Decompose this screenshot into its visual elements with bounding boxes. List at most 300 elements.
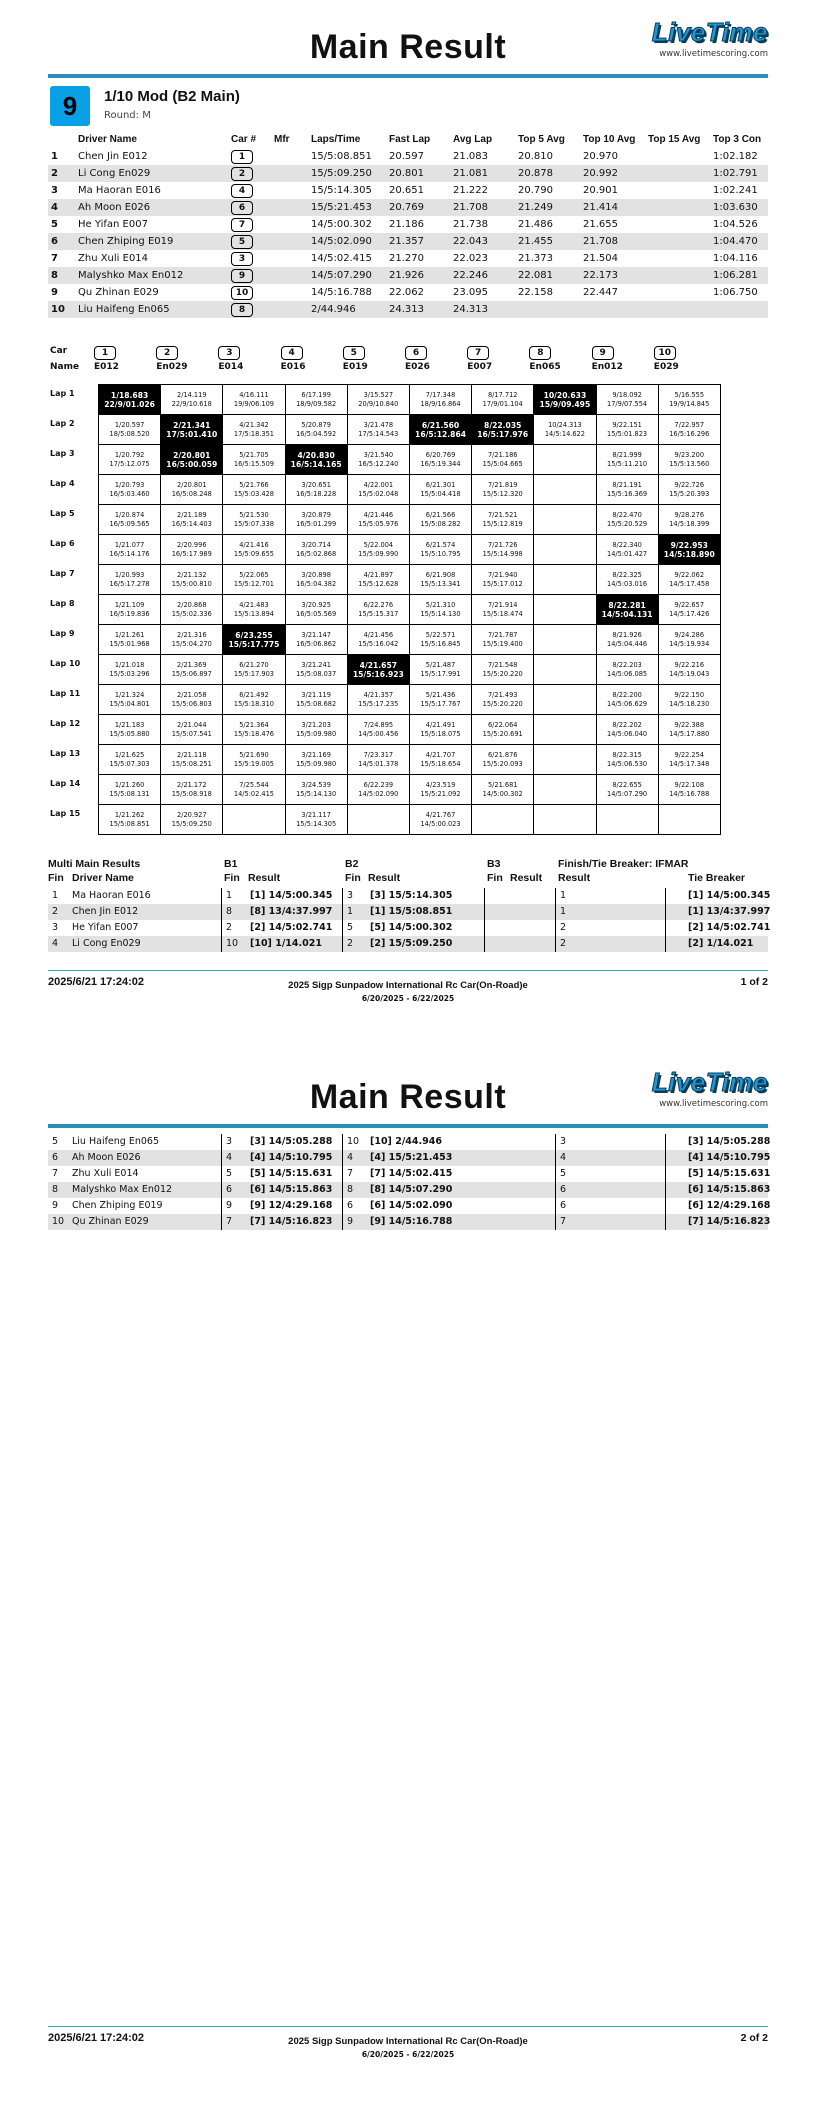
lap-cell-total: 15/5:08.037 [296,669,337,678]
result-driver: Li Cong En029 [75,165,228,182]
heat-class-name: 1/10 Mod (B2 Main) [104,88,240,105]
lap-cell [99,445,161,475]
mm-b1-result: [2] 14/5:02.741 [250,922,333,933]
logo-url: www.livetimescoring.com [659,49,768,59]
mm-driver: He Yifan E007 [72,922,139,933]
lap-cell-position-time: 8/22.200 [612,690,642,699]
lap-cell-position-time: 2/21.341 [173,420,211,430]
lap-cell-total: 16/5:04.592 [296,429,337,438]
lap-cell-position-time: 7/21.819 [487,480,518,489]
lap-cell [285,745,347,775]
lap-cell-total: 14/5:18.890 [663,549,715,559]
lap-cell [472,565,534,595]
mm-b1-fin: 7 [226,1216,233,1227]
lap-cell-total: 15/5:18.310 [233,699,275,708]
lap-cell-position-time: 2/21.132 [177,570,207,579]
footer-event-dates: 6/20/2025 - 6/22/2025 [361,994,455,1003]
lap-cell-total: 15/5:14.130 [296,789,337,798]
mm-b2-fin: 9 [347,1216,354,1227]
col-top15-avg: Top 15 Avg [648,134,701,145]
lap-cell-position-time: 4/23.519 [425,780,456,789]
col-laps-time: Laps/Time [311,134,361,145]
lap-cell-position-time: 9/22.216 [674,660,705,669]
car-number-box: 9 [231,269,253,283]
lap-cell-position-time: 6/21.492 [239,690,269,699]
lap-row [99,775,721,805]
page-2 [0,1056,816,2112]
lap-cell-total: 20/9/10.840 [358,399,399,408]
lap-cell-position-time: 2/14.119 [177,390,207,399]
lap-cell [347,565,409,595]
multi-main-row [48,920,771,936]
result-laps-time: 14/5:02.415 [311,253,372,264]
lap-chart-car-name: E019 [342,362,368,372]
lap-cell-total: 15/5:20.691 [482,729,523,738]
lap-cell-position-time: 8/22.035 [484,420,522,430]
lap-cell [99,655,161,685]
lap-cell-position-time: 6/22.276 [363,600,394,609]
footer-event-name: 2025 Sigp Sunpadow International Rc Car(On-Road)e [288,980,528,991]
mm-b1-fin: 1 [226,890,233,901]
lap-cell-total: 15/5:06.803 [171,699,212,708]
result-top10: 20.901 [583,185,618,196]
lap-chart-car-label: Car [50,346,68,356]
lap-cell-total: 16/5:17.976 [477,429,529,439]
lap-cell [658,655,720,685]
lap-cell [534,775,596,805]
lap-cell-position-time: 6/22.239 [363,780,394,789]
lap-cell-total: 15/5:14.998 [482,549,523,558]
lap-cell-total: 16/5:01.299 [296,519,337,528]
result-mfr [271,284,308,301]
lap-cell-total: 15/5:17.767 [420,699,461,708]
car-number-box: 5 [231,235,253,249]
mm-driver: Ah Moon E026 [72,1152,141,1163]
lap-cell-position-time: 5/21.364 [239,720,269,729]
result-row [48,233,768,250]
lap-cell-total: 14/5:06.530 [607,759,648,768]
mm-result: 1 [560,890,567,901]
result-top5: 22.158 [518,287,553,298]
lap-cell-total: 18/9/09.582 [296,399,337,408]
lap-cell [285,505,347,535]
result-fast-lap: 21.270 [389,253,424,264]
lap-cell-total: 16/5:18.228 [296,489,337,498]
result-fast-lap: 24.313 [386,301,450,318]
lap-cell-total: 15/5:16.042 [358,639,399,648]
lap-cell-position-time: 1/20.597 [114,420,145,429]
lap-cell-total: 16/5:19.344 [420,459,461,468]
lap-cell-total: 14/5:17.348 [669,759,710,768]
lap-cell [658,715,720,745]
lap-cell-position-time: 5/22.065 [239,570,269,579]
lap-cell-total: 14/5:01.427 [607,549,648,558]
lap-cell [347,655,409,685]
lap-cell-position-time: 3/21.241 [301,660,331,669]
lap-cell-position-time: 9/22.151 [612,420,642,429]
lap-cell-position-time: 7/23.317 [363,750,394,759]
lap-cell [534,655,596,685]
multi-main-row [48,904,771,920]
mm-tie-breaker: [1] 14/5:00.345 [688,890,771,901]
mm-b2-result: [3] 15/5:14.305 [370,890,453,901]
lap-cell [99,715,161,745]
result-driver: Liu Haifeng En065 [75,301,228,318]
lap-cell-total: 17/9/01.104 [482,399,523,408]
lap-cell-position-time: 1/21.262 [114,810,145,819]
result-laps-time: 14/5:16.788 [311,287,372,298]
result-laps-time: 15/5:21.453 [308,199,386,216]
col-fast-lap: Fast Lap [389,134,431,145]
lap-label: Lap 7 [50,569,75,578]
lap-cell [223,595,285,625]
result-top15 [645,250,710,267]
lap-cell [409,775,471,805]
lap-row [99,745,721,775]
lap-cell-position-time: 9/22.953 [670,540,708,550]
lap-cell-position-time: 1/20.874 [114,510,145,519]
lap-cell [347,415,409,445]
car-number-box: 2 [156,346,178,360]
lap-label: Lap 12 [50,719,81,728]
lap-cell-total: 22/9/10.618 [171,399,212,408]
lap-cell-total: 16/5:06.862 [296,639,337,648]
car-number-box: 8 [231,303,253,317]
lap-cell [658,805,720,835]
result-top3con: 1:03.630 [710,199,768,216]
lap-cell-total: 15/5:02.048 [358,489,399,498]
col-mfr: Mfr [274,134,290,145]
lap-cell-total: 14/5:17.880 [669,729,710,738]
mm-tie-breaker: [1] 13/4:37.997 [688,906,771,917]
lap-cell [409,505,471,535]
results-table [48,131,768,318]
lap-cell-total: 15/5:12.701 [233,579,275,588]
result-top10: 21.414 [580,199,645,216]
result-top5: 21.249 [515,199,580,216]
lap-cell-position-time: 6/21.560 [421,420,460,430]
lap-cell [658,745,720,775]
lap-cell-position-time: 1/21.625 [114,750,145,759]
lap-cell-position-time: 4/21.483 [239,600,269,609]
lap-cell-total: 16/5:05.569 [296,609,337,618]
lap-cell-position-time: 8/22.655 [612,780,642,789]
multi-main-row [48,1214,771,1230]
mm-driver: Li Cong En029 [72,938,141,949]
lap-cell-total: 15/5:03.428 [233,489,275,498]
mm-b1-fin: 5 [226,1168,233,1179]
result-top15 [645,165,710,182]
lap-cell-position-time: 7/21.186 [487,450,518,459]
lap-cell-position-time: 1/21.077 [114,540,145,549]
result-top10 [580,301,645,318]
mm-b2-fin: 7 [347,1168,354,1179]
multi-main-row [48,1182,771,1198]
car-number-box: 6 [405,346,427,360]
mm-fin: 6 [52,1152,59,1163]
lap-cell-position-time: 9/22.108 [674,780,705,789]
tiebreaker-title: Finish/Tie Breaker: IFMAR [558,858,689,870]
car-number-box: 5 [343,346,365,360]
lap-cell-position-time: 4/21.897 [363,570,394,579]
lap-chart-table [98,384,721,835]
results-header-row [48,131,768,148]
footer-printed-date: 2025/6/21 17:24:02 [48,976,145,988]
lap-cell-position-time: 6/23.255 [235,630,273,640]
lap-cell-total: 15/5:02.336 [171,609,212,618]
result-row [48,284,768,301]
result-top10: 20.970 [583,151,618,162]
lap-cell-total: 15/5:12.320 [482,489,523,498]
lap-cell [658,565,720,595]
lap-cell-total: 14/5:03.016 [607,579,648,588]
lap-cell [409,685,471,715]
col-top3-con: Top 3 Con [713,134,762,145]
lap-chart-car-number [592,346,614,360]
lap-cell-total: 15/5:20.393 [669,489,710,498]
lap-cell-total: 15/5:04.665 [482,459,523,468]
car-number-box: 3 [218,346,240,360]
lap-cell-position-time: 1/21.109 [114,600,145,609]
lap-cell-position-time: 3/21.540 [363,450,394,459]
result-position: 10 [48,301,75,318]
result-top10: 21.655 [583,219,618,230]
lap-cell-total: 16/5:17.989 [171,549,212,558]
lap-cell-position-time: 2/21.316 [177,630,207,639]
lap-cell-position-time: 5/20.879 [301,420,331,429]
lap-cell-total: 19/9/06.109 [233,399,275,408]
result-mfr [271,165,308,182]
lap-cell-position-time: 4/21.416 [239,540,269,549]
lap-cell-total: 15/5:09.655 [233,549,275,558]
result-driver: He Yifan E007 [78,219,148,230]
result-top5: 20.790 [518,185,553,196]
mm-b2-fin: 3 [347,890,354,901]
lap-chart-car-name: E007 [467,362,493,372]
lap-cell [472,805,534,835]
result-row [48,148,768,165]
lap-chart-car-number [405,346,427,360]
result-top10: 21.504 [583,253,618,264]
mm-driver: Chen Jin E012 [72,906,139,917]
lap-cell [409,475,471,505]
lap-cell-total: 15/5:09.990 [358,549,399,558]
column-divider [555,888,556,952]
lap-cell [472,535,534,565]
lap-cell [223,745,285,775]
lap-cell [347,385,409,415]
mm-tie-breaker: [7] 14/5:16.823 [688,1216,771,1227]
mm-tie-breaker: [5] 14/5:15.631 [688,1168,771,1179]
lap-row [99,655,721,685]
lap-cell-position-time: 9/23.200 [674,450,705,459]
livetime-logo [628,1068,768,1114]
mm-b1-result: [5] 14/5:15.631 [250,1168,333,1179]
mm-b2-result: [4] 15/5:21.453 [370,1152,453,1163]
lap-cell-position-time: 3/15.527 [363,390,394,399]
lap-cell-position-time: 8/22.315 [612,750,642,759]
lap-cell [161,745,223,775]
result-row [48,301,768,318]
lap-cell-position-time: 1/20.993 [114,570,145,579]
lap-cell-total: 15/5:18.075 [420,729,461,738]
lap-cell-total: 15/5:17.012 [482,579,523,588]
result-top10: 22.447 [583,287,618,298]
multi-main-row [48,1166,771,1182]
lap-chart-car-number [156,346,178,360]
lap-cell-total: 16/5:00.059 [166,459,218,469]
lap-cell [596,505,658,535]
mm-b1-fin: 6 [226,1184,233,1195]
lap-cell [596,565,658,595]
lap-cell-total: 16/5:19.836 [109,609,150,618]
lap-cell [347,475,409,505]
result-car [228,148,271,165]
lap-cell-total: 14/5:06.085 [607,669,648,678]
lap-cell [534,745,596,775]
lap-cell-position-time: 7/21.726 [487,540,518,549]
lap-cell-position-time: 8/22.202 [612,720,642,729]
lap-cell-position-time: 2/21.118 [177,750,207,759]
lap-cell-position-time: 9/22.388 [674,720,705,729]
lap-cell [347,625,409,655]
lap-chart-car-name: E016 [280,362,306,372]
lap-cell-total: 22/9/01.026 [104,399,155,409]
lap-cell-position-time: 6/21.908 [425,570,456,579]
lap-cell-total: 14/5:00.302 [482,789,523,798]
result-car [228,165,271,182]
col-driver-name: Driver Name [78,134,137,145]
result-position: 8 [48,267,75,284]
result-laps-time: 15/5:08.851 [311,151,372,162]
column-divider [221,888,222,952]
lap-cell-position-time: 9/22.150 [674,690,705,699]
result-driver: Qu Zhinan E029 [78,287,159,298]
lap-cell-position-time: 4/20.830 [297,450,335,460]
logo-url: www.livetimescoring.com [659,1099,768,1109]
mm-b2-result: [8] 14/5:07.290 [370,1184,453,1195]
result-position: 9 [51,287,58,298]
lap-cell [596,775,658,805]
lap-cell-total: 15/5:14.305 [296,819,337,828]
result-top10: 21.708 [580,233,645,250]
lap-cell [534,595,596,625]
mm-result: 3 [560,1136,567,1147]
mm-driver: Zhu Xuli E014 [72,1168,139,1179]
lap-cell [596,745,658,775]
lap-cell-position-time: 4/16.111 [239,390,269,399]
lap-cell-total: 18/5:08.520 [109,429,150,438]
mm-driver: Ma Haoran E016 [72,890,151,901]
lap-cell-total: 14/5:02.415 [233,789,275,798]
lap-label: Lap 4 [50,479,75,488]
lap-cell-position-time: 5/21.690 [239,750,269,759]
mm-fin: 9 [52,1200,59,1211]
result-top3con: 1:04.116 [713,253,758,264]
lap-cell-position-time: 8/22.281 [608,600,646,610]
result-avg-lap: 21.222 [453,185,488,196]
lap-chart-car-number [343,346,365,360]
lap-cell-total: 14/5:17.426 [669,609,710,618]
lap-cell-position-time: 1/20.792 [114,450,145,459]
lap-cell-position-time: 7/21.787 [487,630,518,639]
mm-result: 1 [560,906,567,917]
mm-result: 2 [560,938,567,949]
lap-cell-position-time: 10/20.633 [543,390,587,400]
lap-cell-position-time: 6/21.876 [487,750,518,759]
lap-cell-position-time: 6/22.064 [487,720,518,729]
result-car [228,182,271,199]
lap-label: Lap 8 [50,599,75,608]
lap-cell [596,685,658,715]
result-top3con: 1:06.281 [710,267,768,284]
lap-cell-position-time: 3/21.169 [301,750,331,759]
lap-cell-total: 15/5:13.560 [669,459,710,468]
lap-cell-total: 15/5:07.338 [233,519,275,528]
lap-cell [658,625,720,655]
result-top3con: 1:06.750 [713,287,758,298]
lap-cell-total: 15/5:08.851 [109,819,150,828]
lap-cell [409,715,471,745]
lap-cell [409,625,471,655]
lap-cell-position-time: 9/24.286 [674,630,705,639]
lap-cell [223,385,285,415]
col-top10-avg: Top 10 Avg [583,134,636,145]
mm-result: 2 [560,922,567,933]
lap-cell [99,595,161,625]
mm-fin: 5 [52,1136,59,1147]
car-number-box: 1 [94,346,116,360]
result-mfr [271,233,308,250]
result-avg-lap: 21.738 [453,219,488,230]
lap-chart-car-name: E014 [218,362,244,372]
car-number-box: 4 [231,184,253,198]
lap-cell-total: 15/5:08.251 [171,759,212,768]
lap-cell [596,805,658,835]
lap-label: Lap 14 [50,779,81,788]
result-top15 [645,182,710,199]
lap-cell-position-time: 3/20.925 [301,600,331,609]
car-number-box: 7 [231,218,253,232]
result-avg-lap: 24.313 [450,301,515,318]
lap-cell-position-time: 3/20.714 [301,540,331,549]
lap-cell [99,745,161,775]
mm-b1-fin: 10 [226,938,239,949]
lap-cell-total: 15/5:05.880 [109,729,150,738]
lap-cell-position-time: 8/21.999 [612,450,642,459]
lap-row [99,535,721,565]
lap-label: Lap 10 [50,659,81,668]
lap-cell-position-time: 8/22.340 [612,540,642,549]
result-fast-lap: 21.186 [389,219,424,230]
result-top5: 22.081 [515,267,580,284]
lap-cell [285,445,347,475]
lap-cell-position-time: 5/21.705 [239,450,269,459]
mm-driver: Malyshko Max En012 [72,1184,173,1195]
result-top10: 20.992 [580,165,645,182]
heat-round: Round: M [104,110,151,121]
mm-b1-result: [1] 14/5:00.345 [250,890,333,901]
result-top3con [710,301,768,318]
lap-cell [409,535,471,565]
result-row [48,250,768,267]
lap-cell-position-time: 7/25.544 [239,780,269,789]
lap-cell-total: 15/5:13.894 [233,609,275,618]
lap-chart-car-number [281,346,303,360]
lap-cell [596,475,658,505]
mm-tie-breaker: [6] 14/5:15.863 [688,1184,771,1195]
multi-main-title: Multi Main Results [48,858,141,870]
